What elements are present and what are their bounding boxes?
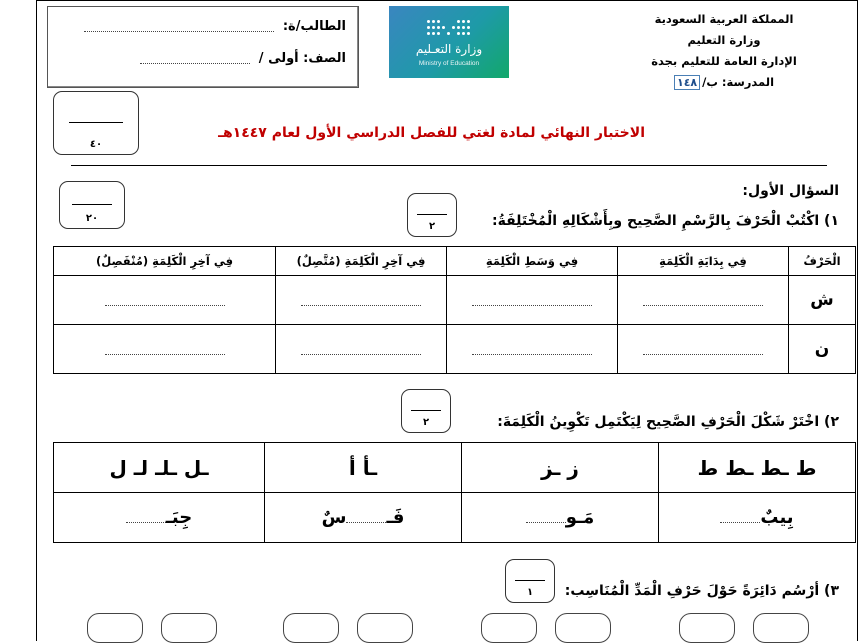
class-row bbox=[140, 51, 346, 66]
answer-cell[interactable] bbox=[618, 276, 789, 325]
kingdom-label: المملكة العربية السعودية bbox=[654, 12, 794, 26]
answer-blank[interactable] bbox=[105, 299, 225, 306]
answer-cell[interactable] bbox=[54, 276, 276, 325]
header-info bbox=[609, 9, 839, 93]
option-cell[interactable]: ز ـز bbox=[462, 443, 659, 493]
letter-cell: ش bbox=[789, 276, 856, 325]
q1-grade-max: ٢٠ bbox=[85, 213, 99, 224]
words-row bbox=[54, 493, 856, 543]
answer-blank[interactable] bbox=[472, 348, 592, 355]
option-cell[interactable]: ـل ـلـ لـ ل bbox=[54, 443, 265, 493]
word-cell[interactable] bbox=[462, 493, 659, 543]
q1-part3-text: ٣) أرْسُم دَائِرَةً حَوْلَ حَرْفِ الْمَدِّ الْمُنَاسِب: bbox=[564, 583, 839, 599]
answer-blank[interactable] bbox=[472, 299, 592, 306]
choice-oval[interactable] bbox=[555, 613, 611, 643]
exam-page bbox=[36, 0, 858, 641]
word-blank[interactable] bbox=[346, 518, 386, 523]
answer-cell[interactable] bbox=[276, 325, 447, 374]
options-row bbox=[54, 443, 856, 493]
word-text: بِيبٌ bbox=[760, 507, 794, 528]
school-label bbox=[609, 72, 839, 93]
mad-letter-options bbox=[37, 613, 857, 643]
grade-line bbox=[515, 580, 546, 581]
table-row bbox=[54, 325, 856, 374]
col-header-beginning: فِي بِدَايَةِ الْكَلِمَةِ bbox=[618, 247, 789, 276]
school-label-text: المدرسة: ب/ bbox=[702, 75, 775, 89]
letter-choice-table bbox=[53, 442, 856, 543]
grade-line bbox=[411, 410, 442, 411]
answer-cell[interactable] bbox=[618, 325, 789, 374]
word-text-before: فَـ bbox=[386, 507, 405, 528]
q1-part1-text: ١) اكْتُبْ الْحَرْفَ بِالرَّسْمِ الصَّحِيح وبِأَشْكَالِهِ الْمُخْتَلِفَةُ: bbox=[491, 213, 839, 229]
col-header-end-separate: فِي آخِرِ الْكَلِمَةِ (مُنْفَصِلٌ) bbox=[54, 247, 276, 276]
q1-part3-grade-box[interactable] bbox=[505, 559, 555, 603]
table-header-row bbox=[54, 247, 856, 276]
q1-part2-text: ٢) اخْتَرْ شَكْلَ الْحَرْفِ الصَّحِيح لِيَكْتَمِل تَكْوِينُ الْكَلِمَةَ: bbox=[497, 414, 839, 430]
answer-blank[interactable] bbox=[301, 348, 421, 355]
answer-cell[interactable] bbox=[276, 276, 447, 325]
q1-part2-grade-box[interactable] bbox=[401, 389, 451, 433]
student-name-label: الطالب/ة: bbox=[282, 19, 346, 34]
option-cell[interactable]: ط ـط ـط ط bbox=[659, 443, 856, 493]
choice-oval[interactable] bbox=[87, 613, 143, 643]
grade-line bbox=[417, 214, 448, 215]
answer-cell[interactable] bbox=[54, 325, 276, 374]
choice-oval[interactable] bbox=[283, 613, 339, 643]
q1-part2-grade-max: ٢ bbox=[422, 417, 430, 428]
option-cell[interactable]: ـأ أ bbox=[265, 443, 462, 493]
word-cell[interactable] bbox=[265, 493, 462, 543]
logo-arabic-text: وزارة التعـليم bbox=[415, 42, 483, 56]
word-text-after: سٌ bbox=[321, 507, 347, 528]
choice-oval[interactable] bbox=[753, 613, 809, 643]
question1-title: السؤال الأول: bbox=[742, 183, 839, 199]
word-text: جِبَـ bbox=[165, 507, 193, 528]
answer-blank[interactable] bbox=[643, 299, 763, 306]
word-text: مَـو bbox=[565, 507, 595, 528]
class-label: الصف: أولى / bbox=[258, 51, 346, 66]
student-name-field[interactable] bbox=[84, 21, 274, 32]
choice-oval[interactable] bbox=[161, 613, 217, 643]
total-grade-box[interactable] bbox=[53, 91, 139, 155]
answer-blank[interactable] bbox=[301, 299, 421, 306]
logo-english-text: Ministry of Education bbox=[418, 60, 480, 67]
col-header-end-connected: فِي آخِرِ الْكَلِمَةِ (مُتَّصِلٌ) bbox=[276, 247, 447, 276]
header-divider bbox=[71, 165, 827, 166]
answer-blank[interactable] bbox=[643, 348, 763, 355]
directorate-label: الإدارة العامة للتعليم بجدة bbox=[651, 54, 797, 68]
exam-title: الاختبار النهائي لمادة لغتي للفصل الدراسي الأول لعام ١٤٤٧هـ bbox=[218, 125, 645, 141]
answer-cell[interactable] bbox=[447, 325, 618, 374]
choice-oval[interactable] bbox=[357, 613, 413, 643]
col-header-middle: فِي وَسَطِ الْكَلِمَةِ bbox=[447, 247, 618, 276]
q1-part1-grade-max: ٢ bbox=[428, 221, 436, 232]
q1-grade-box[interactable] bbox=[59, 181, 125, 229]
word-blank[interactable] bbox=[526, 518, 566, 523]
class-field[interactable] bbox=[140, 53, 250, 64]
table-row bbox=[54, 276, 856, 325]
word-cell[interactable] bbox=[659, 493, 856, 543]
col-header-letter: الْحَرْفُ bbox=[789, 247, 856, 276]
ministry-logo bbox=[389, 6, 509, 78]
student-name-row bbox=[84, 19, 346, 34]
grade-line bbox=[72, 204, 113, 205]
word-cell[interactable] bbox=[54, 493, 265, 543]
word-blank[interactable] bbox=[720, 518, 760, 523]
choice-oval[interactable] bbox=[481, 613, 537, 643]
answer-cell[interactable] bbox=[447, 276, 618, 325]
logo-dots-icon bbox=[427, 20, 473, 40]
grade-line bbox=[69, 122, 123, 123]
answer-blank[interactable] bbox=[105, 348, 225, 355]
q1-part1-grade-box[interactable] bbox=[407, 193, 457, 237]
ministry-label: وزارة التعليم bbox=[687, 33, 761, 47]
q1-part3-grade-max: ١ bbox=[526, 587, 534, 598]
word-blank[interactable] bbox=[126, 518, 166, 523]
letter-cell: ن bbox=[789, 325, 856, 374]
student-info-box bbox=[47, 6, 359, 88]
choice-oval[interactable] bbox=[679, 613, 735, 643]
school-number: ١٤٨ bbox=[674, 75, 700, 90]
total-grade-max: ٤٠ bbox=[89, 139, 103, 150]
letter-forms-table bbox=[53, 246, 856, 374]
